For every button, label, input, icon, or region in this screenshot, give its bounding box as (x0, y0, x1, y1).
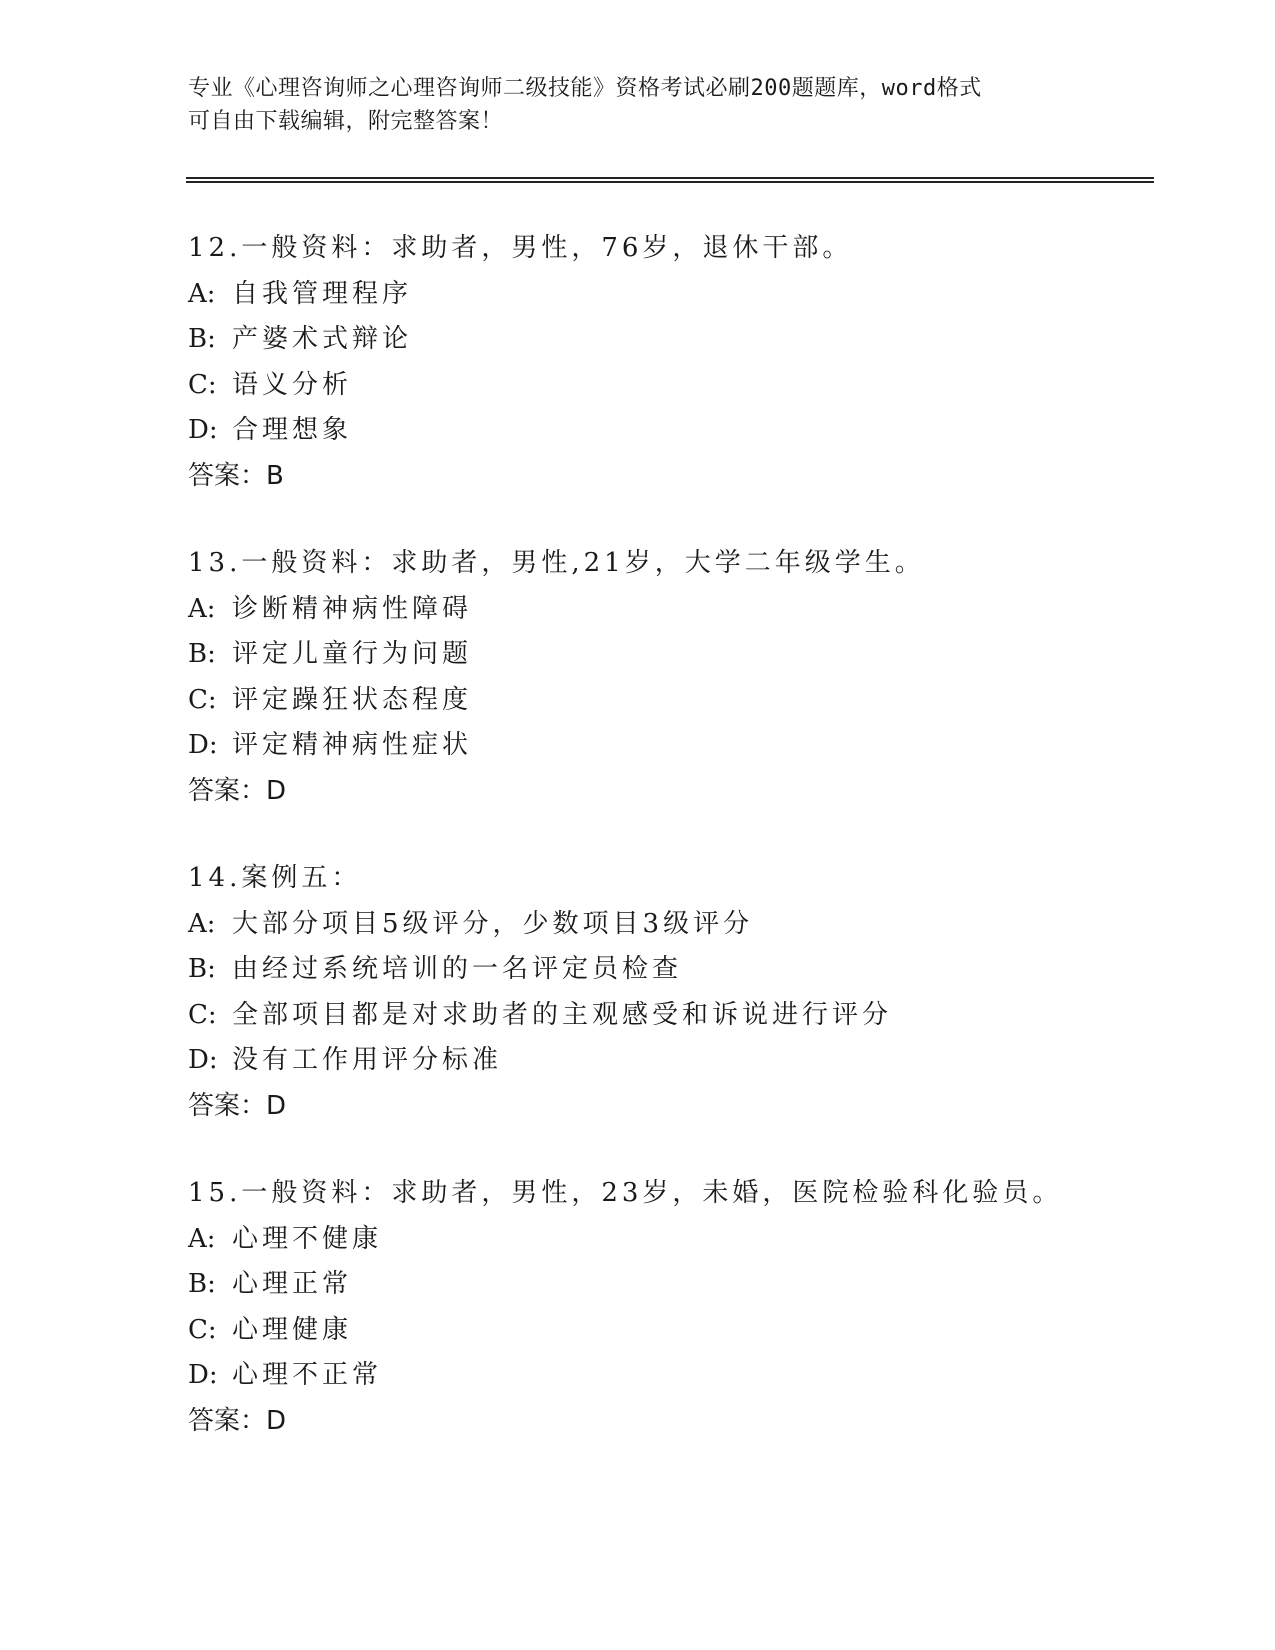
option-key: A: (188, 278, 216, 309)
header-title-line-1: 专业《心理咨询师之心理咨询师二级技能》资格考试必刷200题题库，word格式 (188, 76, 982, 101)
option-key: D: (188, 1360, 218, 1390)
option-d (188, 1353, 1148, 1399)
answer-line: 答案：D (188, 1405, 287, 1436)
option-key: B: (188, 324, 216, 354)
question-stem: 15.一般资料：求助者，男性，23岁，未婚，医院检验科化验员。 (188, 1178, 1063, 1208)
rule-line-top (186, 177, 1154, 179)
question-stem: 13.一般资料：求助者，男性,21岁，大学二年级学生。 (188, 548, 925, 578)
option-key: B: (188, 954, 216, 984)
question-12 (188, 226, 1148, 499)
answer-line: 答案：D (188, 1090, 287, 1121)
option-c (188, 678, 1148, 724)
option-a (188, 272, 1148, 318)
option-text: 全部项目都是对求助者的主观感受和诉说进行评分 (232, 999, 893, 1030)
option-key: A: (188, 593, 216, 624)
option-key: D: (188, 1045, 218, 1075)
option-text: 产婆术式辩论 (232, 324, 413, 354)
rule-line-bottom (186, 181, 1154, 183)
option-text: 心理不健康 (232, 1223, 383, 1254)
answer-line: 答案：B (188, 460, 284, 491)
option-b (188, 317, 1148, 363)
header-title-line-2: 可自由下载编辑，附完整答案！ (188, 109, 504, 134)
option-key: A: (188, 908, 216, 939)
option-text: 评定儿童行为问题 (232, 639, 473, 669)
document-header (188, 72, 1088, 138)
option-b (188, 632, 1148, 678)
option-key: D: (188, 730, 218, 760)
option-text: 评定精神病性症状 (232, 730, 473, 760)
option-a (188, 902, 1148, 948)
option-a (188, 587, 1148, 633)
option-text: 心理不正常 (232, 1360, 383, 1390)
option-key: B: (188, 639, 216, 669)
option-b (188, 947, 1148, 993)
option-b (188, 1262, 1148, 1308)
option-d (188, 408, 1148, 454)
option-key: C: (188, 369, 217, 400)
question-stem: 12.一般资料：求助者，男性，76岁，退休干部。 (188, 233, 853, 263)
answer-line: 答案：D (188, 775, 287, 806)
option-a (188, 1217, 1148, 1263)
option-text: 大部分项目5级评分，少数项目3级评分 (232, 908, 754, 939)
question-13 (188, 541, 1148, 814)
header-double-rule (186, 177, 1154, 183)
option-key: C: (188, 684, 217, 715)
option-text: 语义分析 (232, 369, 353, 400)
option-text: 合理想象 (232, 415, 353, 445)
option-key: A: (188, 1223, 216, 1254)
option-key: D: (188, 415, 218, 445)
option-key: C: (188, 1314, 217, 1345)
question-stem: 14.案例五： (188, 863, 362, 893)
option-text: 心理健康 (232, 1314, 353, 1345)
option-c (188, 1308, 1148, 1354)
option-text: 自我管理程序 (232, 278, 413, 309)
option-c (188, 363, 1148, 409)
option-key: B: (188, 1269, 216, 1299)
option-text: 诊断精神病性障碍 (232, 593, 473, 624)
option-text: 由经过系统培训的一名评定员检查 (232, 954, 683, 984)
option-d (188, 723, 1148, 769)
option-c (188, 993, 1148, 1039)
question-15 (188, 1171, 1148, 1444)
option-text: 心理正常 (232, 1269, 353, 1299)
option-text: 没有工作用评分标准 (232, 1045, 503, 1075)
option-d (188, 1038, 1148, 1084)
option-text: 评定躁狂状态程度 (232, 684, 473, 715)
option-key: C: (188, 999, 217, 1030)
question-14 (188, 856, 1148, 1129)
